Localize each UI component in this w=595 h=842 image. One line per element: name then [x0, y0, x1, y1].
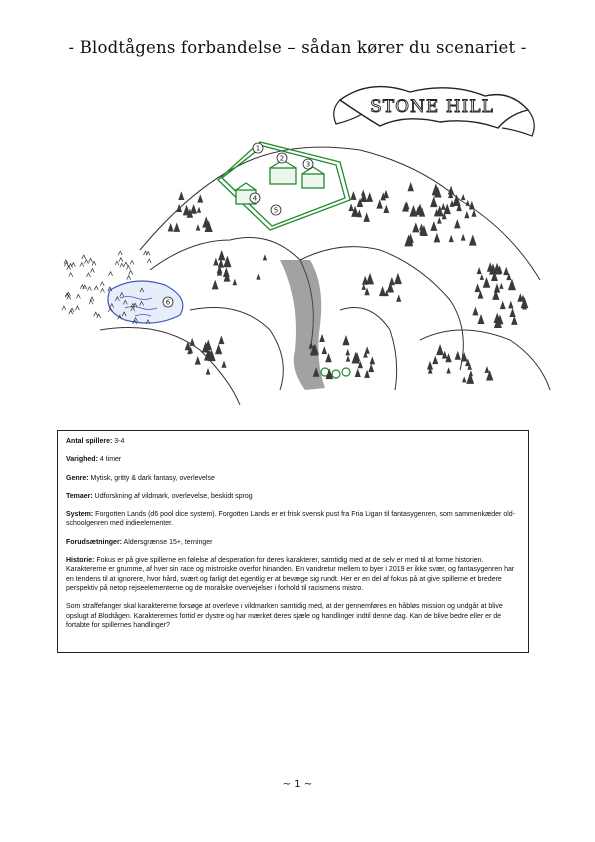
tree-icon [342, 335, 349, 345]
tree-icon [350, 191, 356, 200]
tree-icon [394, 273, 402, 284]
grass-tuft-icon [89, 258, 93, 262]
grass-tuft-icon [94, 286, 98, 290]
tree-icon [197, 207, 201, 213]
tree-icon [508, 279, 516, 291]
tree-icon [477, 267, 482, 274]
tree-icon [407, 182, 413, 191]
tree-icon [446, 367, 450, 373]
info-players: Antal spillere: 3-4 [66, 438, 125, 445]
grass-tuft-icon [76, 294, 80, 298]
grass-tuft-icon [90, 269, 94, 273]
map-marker: 1 [255, 144, 261, 153]
page-number: ~ 1 ~ [282, 779, 313, 790]
tree-icon [480, 274, 484, 280]
tree-icon [218, 250, 225, 260]
tree-icon [215, 344, 222, 354]
tree-icon [437, 217, 442, 224]
tree-icon [434, 233, 441, 243]
grass-tuft-icon [118, 251, 122, 255]
grass-tuft-icon [88, 287, 92, 291]
info-themes: Temaer: Udforskning af vildmark, overlevelse, beskidt sprog [66, 492, 253, 500]
tree-icon [454, 219, 461, 228]
tree-icon [206, 368, 211, 375]
tree-icon [263, 254, 267, 260]
grass-tuft-icon [90, 297, 94, 301]
grass-tuft-icon [67, 266, 71, 270]
tree-icon [325, 353, 332, 362]
tree-icon [509, 308, 515, 317]
tree-icon [430, 221, 437, 231]
tree-icon [475, 283, 481, 292]
tree-icon [436, 344, 444, 355]
map-marker: 4 [252, 194, 258, 203]
tree-icon [503, 267, 509, 275]
grass-tuft-icon [147, 259, 151, 263]
tree-icon [355, 368, 361, 377]
grass-tuft-icon [127, 276, 131, 280]
scenario-info-box [57, 430, 529, 653]
tree-icon [178, 191, 184, 200]
grass-tuft-icon [69, 273, 73, 277]
tree-icon [464, 211, 469, 218]
tree-icon [363, 212, 370, 221]
tree-icon [376, 199, 383, 208]
tree-icon [168, 223, 174, 232]
tree-icon [466, 200, 470, 206]
map-marker: 3 [305, 160, 311, 169]
grass-tuft-icon [82, 255, 86, 259]
grass-tuft-icon [67, 296, 71, 300]
grass-tuft-icon [115, 261, 119, 265]
grass-tuft-icon [119, 258, 123, 262]
tree-icon [469, 201, 475, 210]
tree-icon [176, 204, 182, 212]
grass-tuft-icon [94, 312, 98, 316]
tree-icon [389, 277, 395, 285]
tree-icon [478, 314, 485, 324]
tree-icon [212, 280, 219, 290]
forest-trees [165, 182, 529, 384]
tree-icon [366, 273, 374, 285]
tree-icon [462, 376, 466, 382]
tree-icon [346, 355, 350, 361]
tree-icon [441, 203, 446, 210]
info-genre: Genre: Mytisk, gritty & dark fantasy, overlevelse [66, 474, 215, 482]
grass-tuft-icon [124, 262, 128, 266]
tree-icon [366, 192, 373, 202]
tree-icon [396, 294, 401, 301]
info-prerequisites: Forudsætninger: Aldersgrænse 15+, terninger [66, 538, 213, 546]
tree-icon [469, 234, 477, 245]
tree-icon [485, 366, 490, 373]
tree-icon [469, 370, 473, 376]
grass-tuft-icon [130, 260, 134, 264]
map-banner [334, 87, 535, 136]
info-closing: Som straffefanger skal karaktererne forsøge at overleve i vildmarken samtidig med, at der gennemføres en håbløs mission og undgår at blive opslugt af Blodtågen. Karakterernes fortid er dystre og har mærket deres sjæle og handlinger indtil denne dag. Kan de blive bedre eller er de fortabte for spillernes handlinger? [66, 603, 503, 629]
tree-icon [218, 335, 224, 344]
page-title: - Blodtågens forbandelse – sådan kører du scenariet - [68, 38, 527, 57]
grass-tuft-icon [120, 263, 124, 267]
tree-icon [223, 256, 231, 268]
stone-hill-map-illustration [40, 70, 560, 410]
tree-icon [455, 351, 461, 360]
tree-icon [430, 196, 437, 207]
tree-icon [223, 267, 230, 277]
tree-icon [221, 361, 226, 368]
tree-icon [500, 301, 506, 309]
grass-tuft-icon [100, 282, 104, 286]
tree-icon [370, 356, 376, 364]
grass-tuft-icon [109, 272, 113, 276]
tree-icon [412, 222, 419, 232]
tree-icon [189, 338, 195, 346]
tree-icon [196, 224, 201, 231]
tree-icon [190, 204, 197, 214]
tree-icon [348, 203, 353, 211]
tree-icon [213, 258, 218, 266]
tree-icon [499, 283, 503, 289]
tree-icon [472, 307, 478, 316]
tree-icon [365, 346, 370, 353]
tree-icon [256, 274, 260, 280]
grass-tuft-icon [86, 273, 90, 277]
map-marker: 5 [273, 206, 279, 215]
tree-icon [508, 301, 513, 309]
tree-icon [173, 222, 180, 231]
tree-icon [449, 235, 454, 242]
tree-icon [195, 356, 201, 365]
tree-icon [183, 205, 191, 216]
tree-icon [483, 277, 491, 288]
tree-icon [233, 279, 238, 286]
tree-icon [345, 349, 350, 356]
tree-icon [197, 194, 203, 202]
map-marker: 6 [165, 298, 171, 307]
tree-icon [322, 346, 328, 354]
grass-tuft-icon [129, 271, 133, 275]
tree-icon [319, 334, 325, 342]
grass-tuft-icon [100, 288, 104, 292]
tree-icon [368, 364, 374, 372]
tree-icon [511, 316, 517, 325]
grass-tuft-icon [126, 266, 130, 270]
tree-icon [494, 283, 500, 292]
info-history: Historie: Fokus er på give spillerne en følelse af desperation for deres karakterer, samtidig med at de selv er med til at forme historien. Karaktererne er grumme, af hver sin race og mistroiske overfor hinanden. En vandretur mellem to byer i 2019 er ikke svær, og fantasygenren har en tendens til at ignorere, hvor hård, svært og farligt det egentlig er at bevæge sig rundt. Her er en del af fokus på at give spillerne et bredere perspektiv på netop rejseelementerne og de moralske overvejelser i forhold til racismens mistro. [66, 557, 515, 592]
tree-icon [432, 356, 438, 365]
grass-tuft-icon [75, 306, 79, 310]
map-banner-text: STONE HILL [370, 97, 494, 117]
tree-icon [360, 192, 367, 202]
grass-tuft-icon [62, 306, 66, 310]
info-system: System: Forgotten Lands (d6 pool dice system). Forgotten Lands er et frisk svensk pust fra Fria Ligan til fantasygenren, som sammenkæder old-schoolgenren med indieelementer. [66, 511, 515, 528]
ravine-shading [280, 260, 325, 390]
tree-icon [461, 234, 466, 241]
tree-icon [461, 352, 468, 362]
map-marker: 2 [279, 154, 285, 163]
tree-icon [383, 190, 389, 198]
tree-icon [383, 205, 389, 213]
grass-tuft-icon [84, 260, 88, 264]
grass-tuft-icon [80, 263, 84, 267]
tree-icon [461, 194, 465, 200]
info-duration: Varighed: 4 timer [66, 456, 122, 464]
